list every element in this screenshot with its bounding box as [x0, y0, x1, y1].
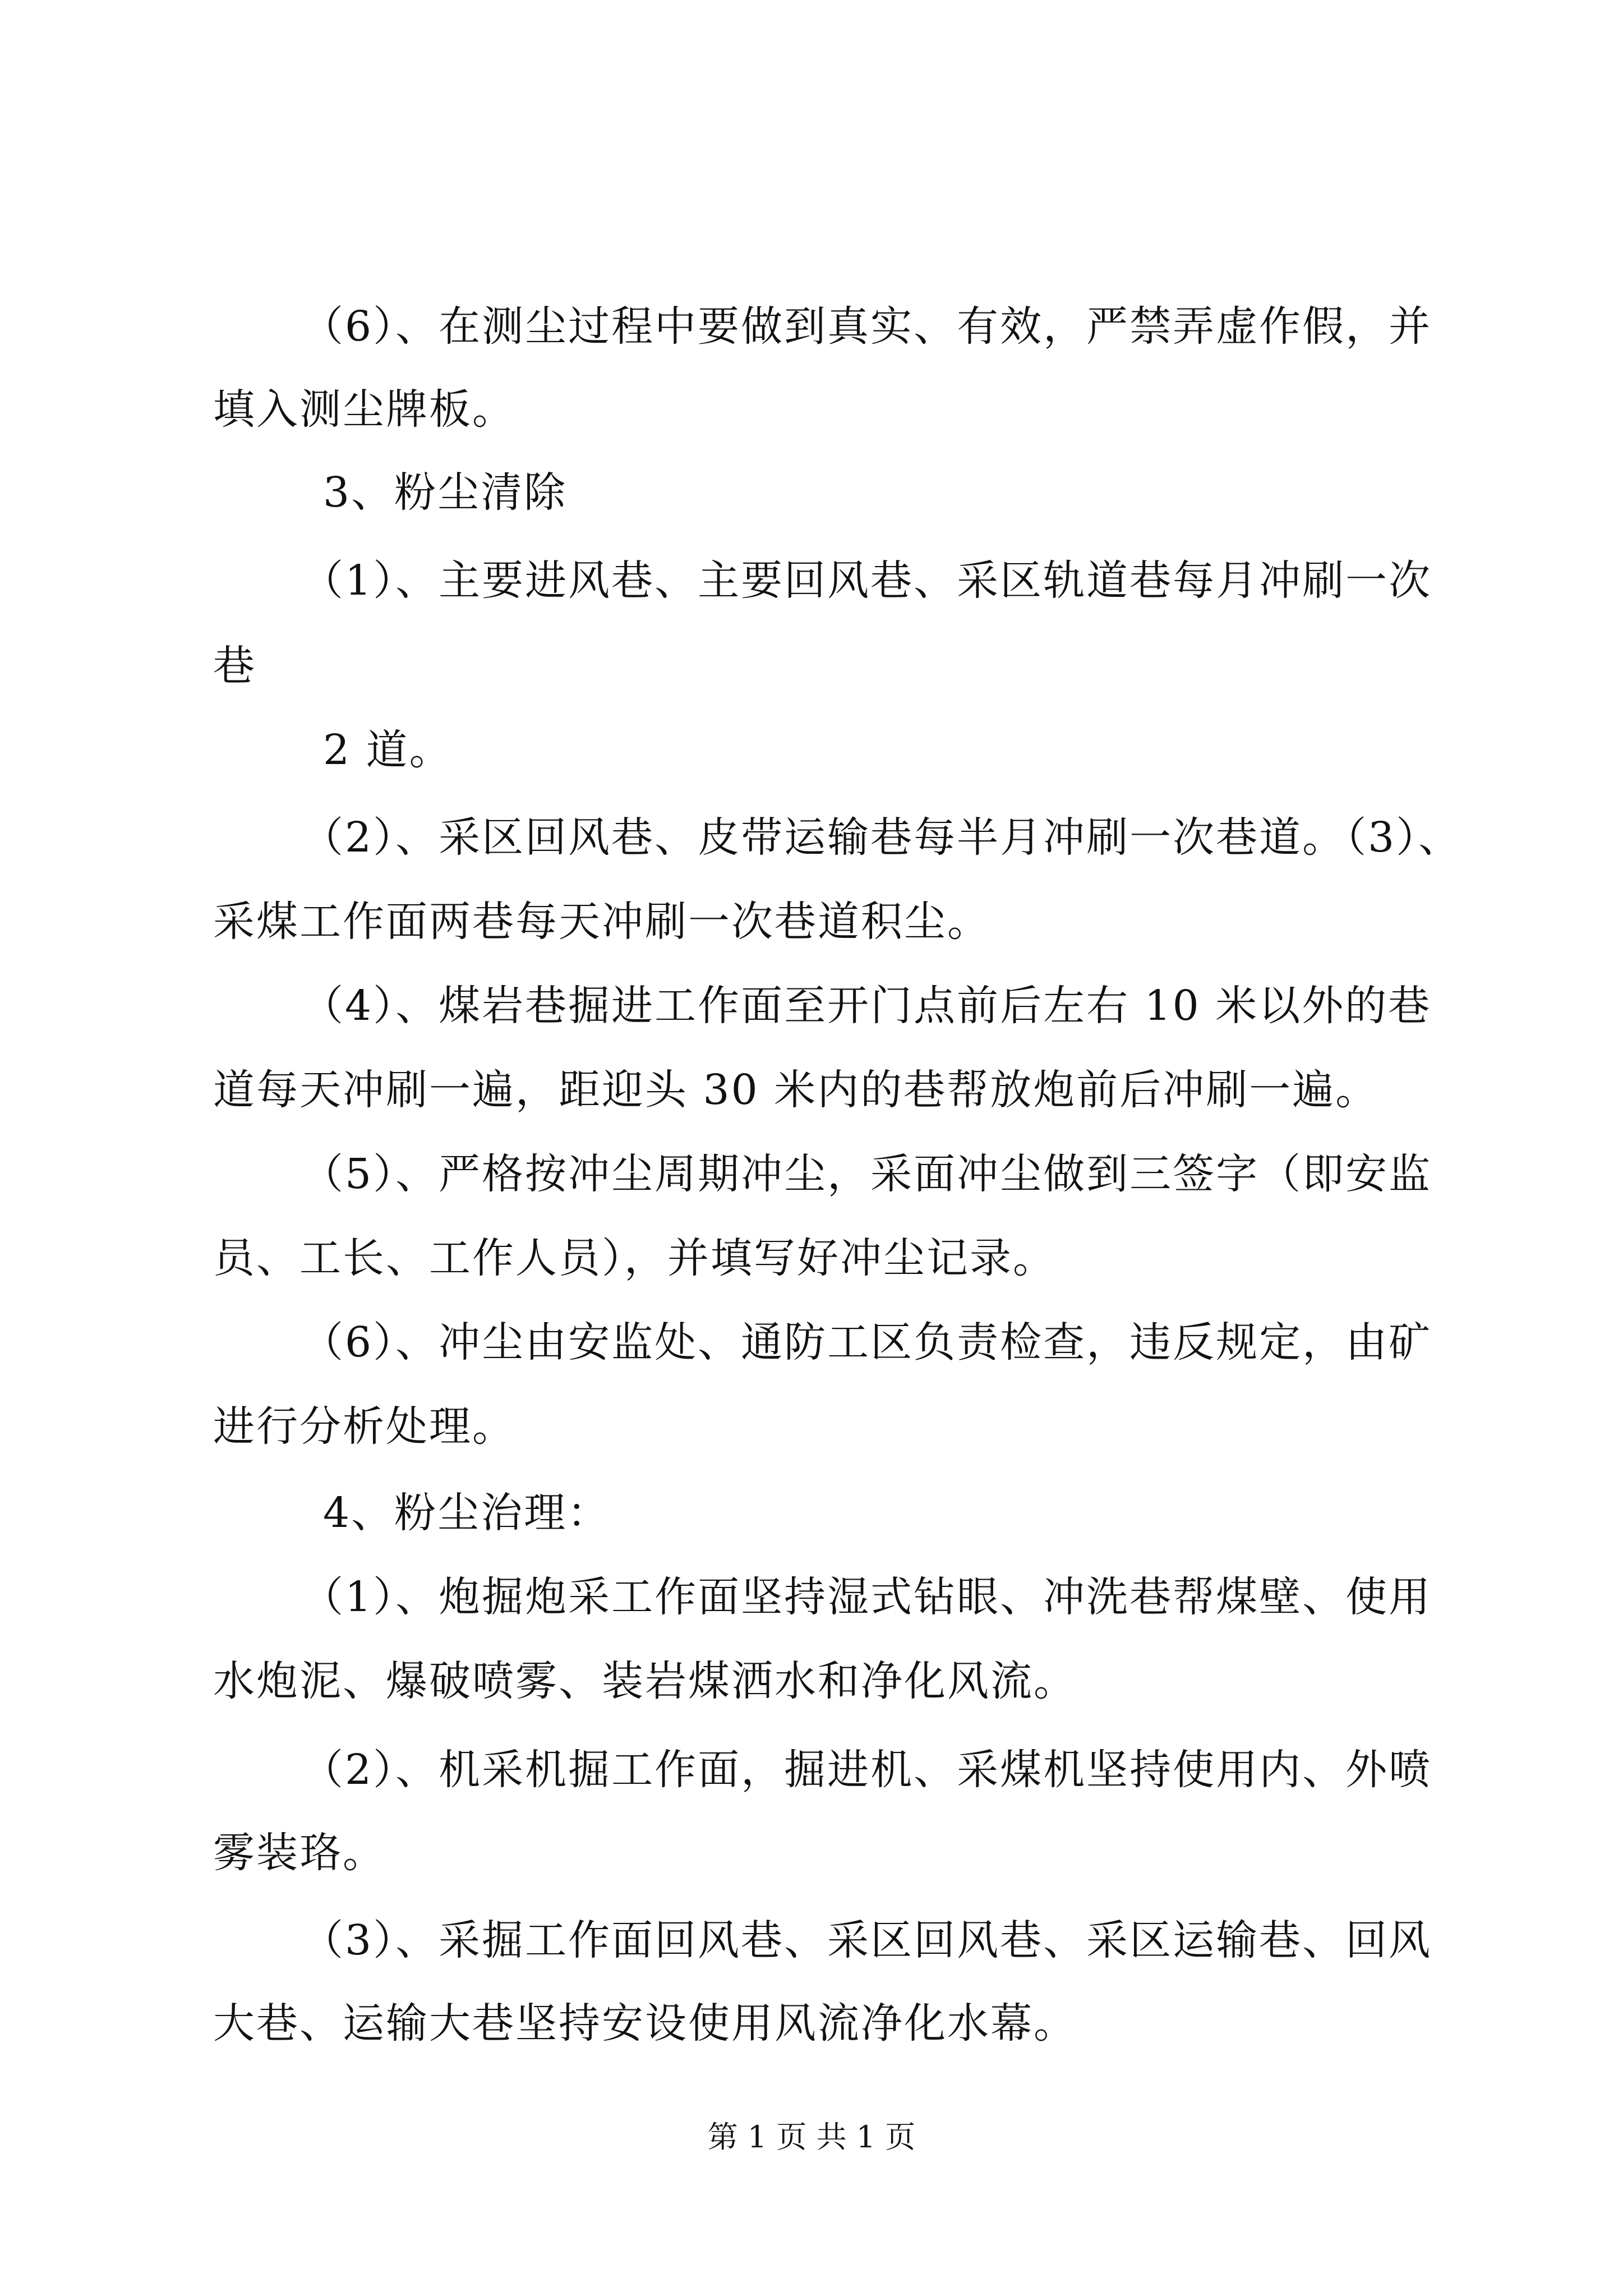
paragraph-line: （2）、采区回风巷、皮带运输巷每半月冲刷一次巷道。（3）、 — [302, 813, 1462, 862]
paragraph-line: 道每天冲刷一遍，距迎头 30 米内的巷帮放炮前后冲刷一遍。 — [213, 1066, 1379, 1114]
paragraph-line: 雾装珞。 — [213, 1829, 386, 1877]
paragraph-line: （2）、机采机掘工作面，掘进机、采煤机坚持使用内、外喷 — [302, 1746, 1432, 1794]
paragraph-line: （5）、严格按冲尘周期冲尘，采面冲尘做到三签字（即安监 — [302, 1150, 1432, 1198]
paragraph-line: 采煤工作面两巷每天冲刷一次巷道积尘。 — [213, 898, 990, 946]
paragraph-line: （4）、煤岩巷掘进工作面至开门点前后左右 10 米以外的巷 — [302, 982, 1432, 1030]
paragraph-line: 水炮泥、爆破喷雾、装岩煤洒水和净化风流。 — [213, 1657, 1077, 1705]
page-footer: 第 1 页 共 1 页 — [707, 2119, 916, 2155]
paragraph-line: 2 道。 — [323, 726, 453, 774]
paragraph-line: 员、工长、工作人员），并填写好冲尘记录。 — [213, 1234, 1056, 1282]
paragraph-line: （3）、采掘工作面回风巷、采区回风巷、采区运输巷、回风 — [302, 1916, 1432, 1964]
paragraph-line: 填入测尘牌板。 — [213, 385, 515, 434]
paragraph-line: （1）、炮掘炮采工作面坚持湿式钻眼、冲洗巷帮煤壁、使用 — [302, 1573, 1432, 1621]
section-heading: 3、粉尘清除 — [323, 468, 568, 517]
paragraph-line: （1）、主要进风巷、主要回风巷、采区轨道巷每月冲刷一次 — [302, 556, 1432, 605]
section-heading: 4、粉尘治理： — [323, 1489, 611, 1537]
paragraph-line: （6）、在测尘过程中要做到真实、有效，严禁弄虚作假，并 — [302, 302, 1432, 351]
paragraph-line: 大巷、运输大巷坚持安设使用风流净化水幕。 — [213, 1999, 1077, 2047]
paragraph-line: 巷 — [213, 642, 256, 690]
paragraph-line: （6）、冲尘由安监处、通防工区负责检查，违反规定，由矿 — [302, 1318, 1432, 1366]
paragraph-line: 进行分析处理。 — [213, 1402, 515, 1451]
